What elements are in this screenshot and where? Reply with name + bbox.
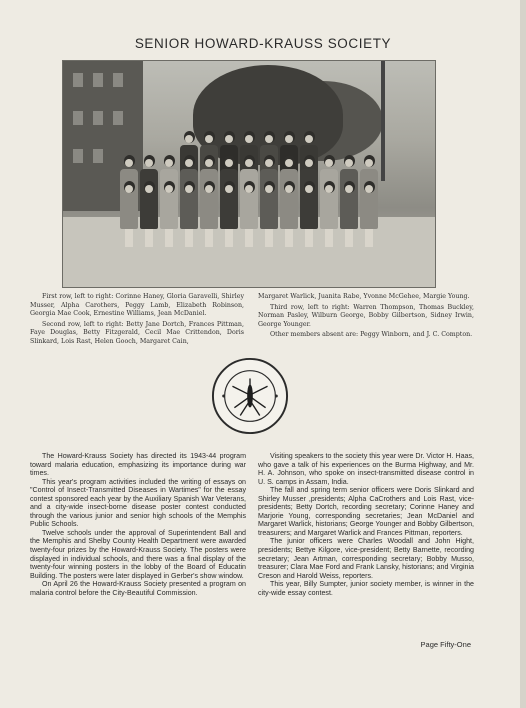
photo-person	[200, 181, 218, 247]
article-paragraph: The Howard-Krauss Society has directed its 1943-44 program toward malaria education, emphasizing its importance during war times.	[30, 452, 246, 478]
photo-person	[260, 181, 278, 247]
photo-caption-right	[258, 293, 474, 342]
photo-caption-left	[30, 293, 244, 349]
photo-person	[320, 181, 338, 247]
article-paragraph: This year, Billy Sumpter, junior society member, is winner in the city-wide essay contest.	[258, 580, 474, 597]
photo-person	[160, 181, 178, 247]
photo-row-front	[63, 181, 435, 247]
article-column-right	[258, 452, 474, 597]
photo-person	[340, 181, 358, 247]
photo-person	[240, 181, 258, 247]
caption-paragraph: Margaret Warlick, Juanita Rabe, Yvonne McGehee, Margie Young.	[258, 293, 470, 300]
page-title: SENIOR HOWARD-KRAUSS SOCIETY	[134, 36, 392, 51]
page-edge	[520, 0, 526, 708]
caption-paragraph: Third row, left to right: Warren Thompson, Thomas Buckley, Norman Pasley, Wilburn George, Bobby Gilbertson, Sidney Irwin, George Younger.	[258, 303, 474, 328]
caption-paragraph: Other members absent are: Peggy Winborn, and J. C. Compton.	[270, 331, 473, 339]
article-paragraph: This year's program activities included the writing of essays on "Control of Insect-Transmitted Diseases in Wartimes" for the essay contest sponsored each year by the Auxiliary Spanish War Veterans, and a city-wide insect-borne disease poster contest conducted through the various junior and senior high schools of the Memphis Public Schools.	[30, 477, 246, 529]
photo-person	[180, 181, 198, 247]
group-photo	[62, 60, 436, 288]
article-paragraph: Visiting speakers to the society this year were Dr. Victor H. Haas, who gave a talk of his experiences on the Burma Highway, and Mr. H. A. Johnson, who spoke on insect-transmitted disease control in U. S. camps in Assam, India.	[258, 452, 474, 486]
photo-person	[220, 181, 238, 247]
photo-person	[280, 181, 298, 247]
photo-person	[140, 181, 158, 247]
article-column-left	[30, 452, 246, 597]
photo-person	[300, 181, 318, 247]
caption-paragraph: Second row, left to right: Betty Jane Dortch, Frances Pittman, Faye Douglas, Betty Fitzgerald, Cecil Mae Crittendon, Doris Slinkard, Lois Rast, Helen Gooch, Margaret Cain,	[30, 320, 244, 345]
article-paragraph: On April 26 the Howard-Krauss Society presented a program on malaria control before the City-Beautiful Commission.	[30, 580, 246, 597]
photo-person	[120, 181, 138, 247]
society-seal	[211, 357, 289, 435]
article-paragraph: Twelve schools under the approval of Superintendent Ball and the Memphis and Shelby County Health Department were awarded twenty-four prizes by the Howard-Krauss Society. The posters were displayed in individual schools, and there was a final display of the twenty-four winning posters in the lobby of the Board of Educatin Building. The posters were later displayed in Gerber's show window.	[30, 528, 246, 580]
article-paragraph: The junior officers were Charles Woodall and John Hight, presidents; Bettye Kilgore, vice-president; Betty Barnette, recording secretary; Jean Artman, corresponding secretary; Bobby Musso, treasurer; Clara Mae Ford and Frank Lansky, historians; and Virginia Creson and Harold Weiss, reporters.	[258, 537, 474, 580]
caption-paragraph: First row, left to right: Corinne Haney, Gloria Garavelli, Shirley Musser, Alpha Carothers, Peggy Lamb, Elizabeth Robinson, Georgia Mae Cook, Ernestine Williams, Jean McDaniel.	[30, 293, 244, 318]
article-paragraph: The fall and spring term senior officers were Doris Slinkard and Shirley Musser ,presidents; Alpha CaCrothers and Lois Rast, vice-presidents; Betty Dortch, recording secretary; Corinne Haney and Marjorie Young, corresponding secretaries; Jean McDaniel and Margaret Warlick, historians; George Younger and Bobby Gilbertson, treasurers; and Margaret Warlick and Frances Pittman, reporters.	[258, 486, 474, 537]
photo-person	[360, 181, 378, 247]
page-number: Page Fifty-One	[420, 640, 471, 649]
